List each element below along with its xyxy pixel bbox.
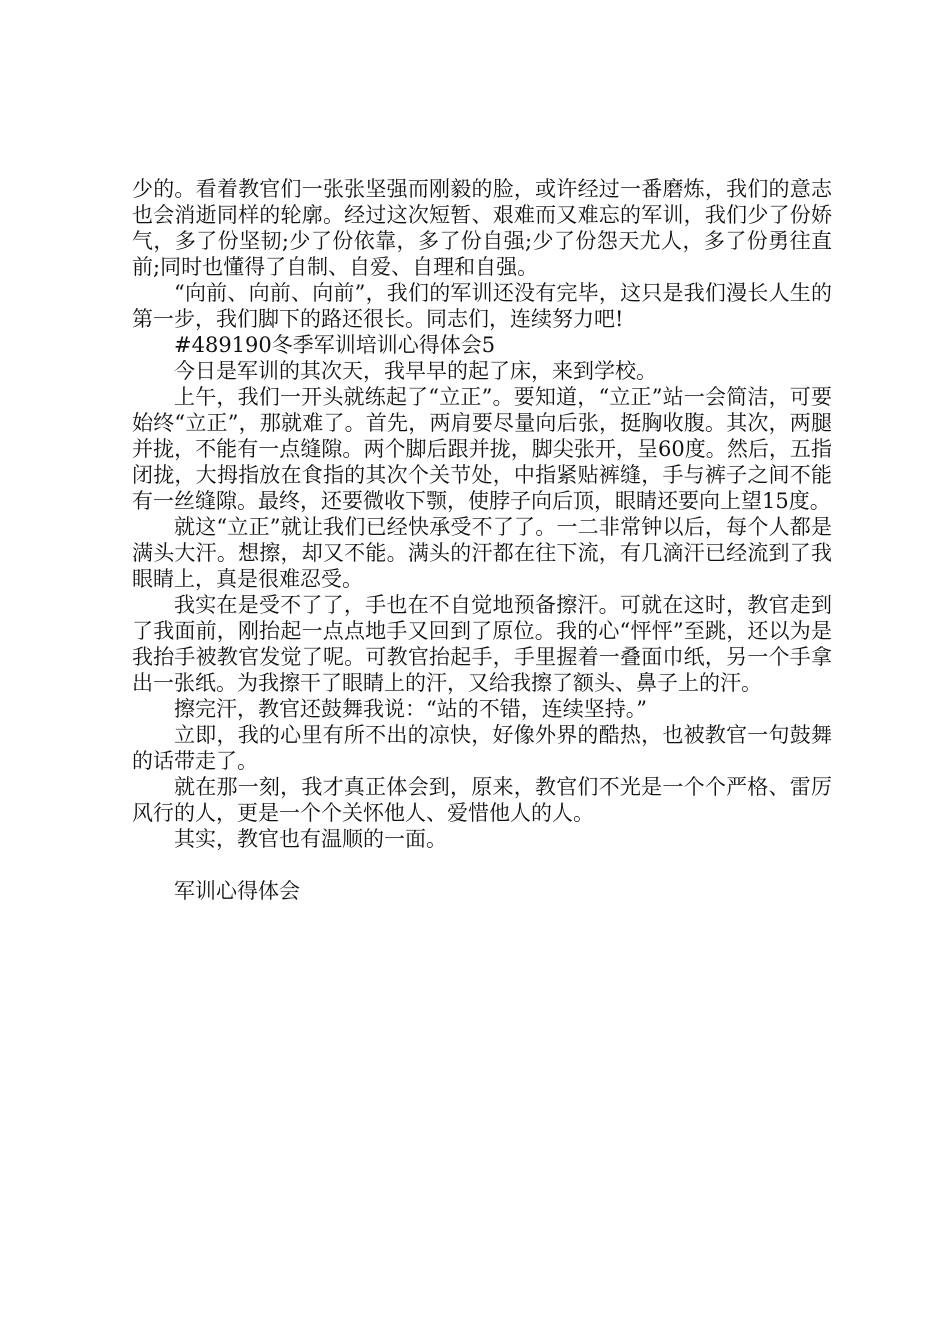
paragraph-continuation: 少的。看着教官们一张张坚强而刚毅的脸，或许经过一番磨炼，我们的意志也会消逝同样的轮廓。经过这次短暂、艰难而又难忘的军训，我们少了份娇气，多了份坚韧;少了份依靠，多了份自强;少了份怨天尤人，多了份勇往直前;同时也懂得了自制、自爱、自理和自强。 — [132, 177, 832, 279]
paragraph-cool-feeling: 立即，我的心里有所不出的凉快，好像外界的酷热，也被教官一句鼓舞的话带走了。 — [132, 723, 832, 773]
footer-title: 军训心得体会 — [174, 879, 300, 903]
paragraph-forward: “向前、向前、向前”，我们的军训还没有完毕，这只是我们漫长人生的第一步，我们脚下的路还很长。同志们，连续努力吧! — [132, 281, 832, 331]
paragraph-encouragement: 擦完汗，教官还鼓舞我说：“站的不错，连续坚持。” — [174, 697, 647, 721]
paragraph-second-day: 今日是军训的其次天，我早早的起了床，来到学校。 — [174, 359, 657, 383]
paragraph-attention-stance: 上午，我们一开头就练起了“立正”。要知道，“立正”站一会简洁，可要始终“立正”，那就难了。首先，两肩要尽量向后张，挺胸收腹。其次，两腿并拢，不能有一点缝隙。两个脚后跟并拢，脚尖张开，呈60度。然后，五指闭拢，大拇指放在食指的其次个关节处，中指紧贴裤缝，手与裤子之间不能有一丝缝隙。最终，还要微收下颚，使脖子向后顶，眼睛还要向上望15度。 — [132, 385, 832, 513]
paragraph-sweat: 就这“立正”就让我们已经快承受不了了。一二非常钟以后，每个人都是满头大汗。想擦，却又不能。满头的汗都在往下流，有几滴汗已经流到了我眼睛上，真是很难忍受。 — [132, 515, 832, 591]
paragraph-realization: 就在那一刻，我才真正体会到，原来，教官们不光是一个个严格、雷厉风行的人，更是一个个关怀他人、爱惜他人的人。 — [132, 775, 832, 825]
paragraph-instructor-wipes: 我实在是受不了了，手也在不自觉地预备擦汗。可就在这时，教官走到了我面前，刚抬起一点点地手又回到了原位。我的心“怦怦”至跳，还以为是我抬手被教官发觉了呢。可教官抬起手，手里握着一叠面巾纸，另一个手拿出一张纸。为我擦干了眼睛上的汗，又给我擦了额头、鼻子上的汗。 — [132, 593, 832, 695]
paragraph-gentle-side: 其实，教官也有温顺的一面。 — [174, 827, 447, 851]
document-page — [132, 176, 832, 904]
section-heading: #489190冬季军训培训心得体会5 — [174, 333, 496, 357]
